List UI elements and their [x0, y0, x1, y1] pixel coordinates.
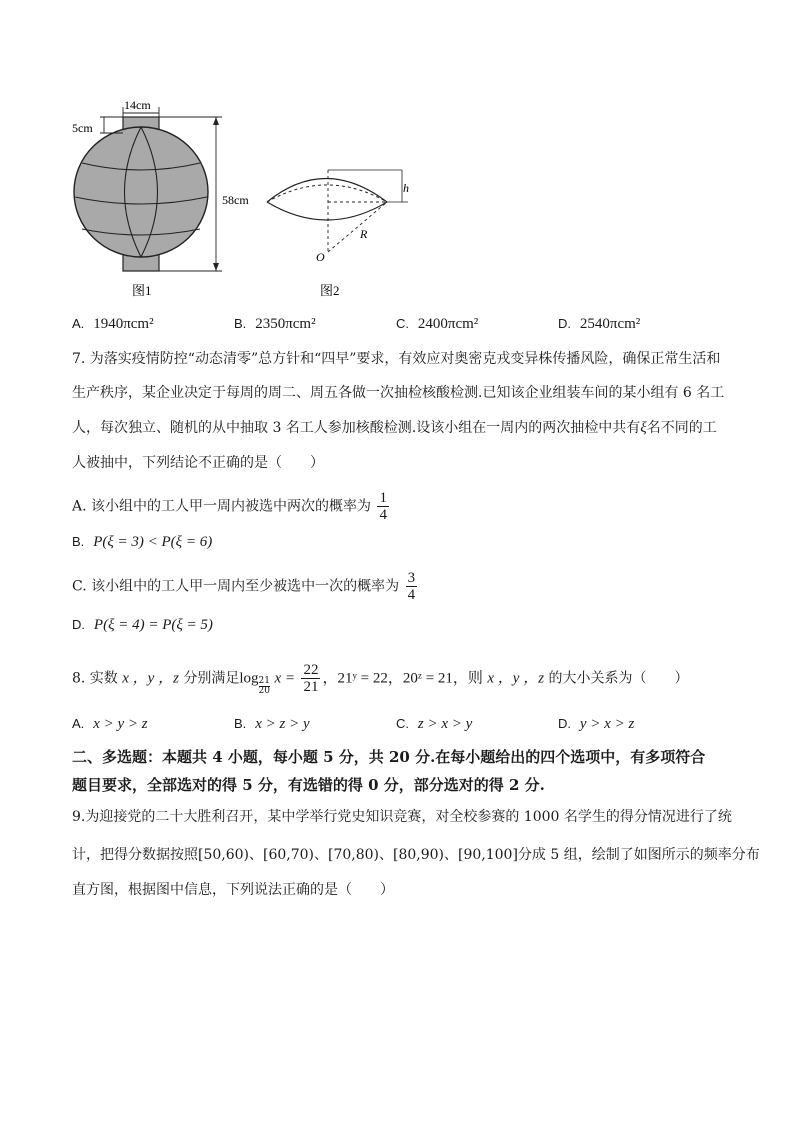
dim-top-label: 14cm [124, 98, 151, 112]
q9-stem-line-1: 9.为迎接党的二十大胜利召开，某中学举行党史知识竞赛，对全校参赛的 1000 名学生的得分情况进行了统 [72, 809, 732, 825]
q7-option-d[interactable]: D. P(ξ = 4) = P(ξ = 5) [72, 617, 213, 633]
q8-option-c[interactable]: C. z > x > y [396, 716, 473, 732]
label-h: h [403, 181, 409, 195]
section-2-heading-line-1: 二、多选题：本题共 4 小题，每小题 5 分，共 20 分.在每小题给出的四个选项中，有多项符合 [72, 748, 706, 766]
q6-option-b[interactable]: B. 2350πcm² [234, 316, 316, 332]
q6-option-a[interactable]: A. 1940πcm² [72, 316, 154, 332]
q7-option-a[interactable]: A. 该小组中的工人甲一周内被选中两次的概率为 $\frac{1}{4}$ [72, 490, 387, 523]
q6-option-d[interactable]: D. 2540πcm² [558, 316, 641, 332]
figure-1-caption: 图1 [132, 283, 152, 298]
q8-option-b[interactable]: B. x > z > y [234, 716, 310, 732]
figure-1-lantern [60, 95, 270, 305]
q7-option-c[interactable]: C. 该小组中的工人甲一周内至少被选中一次的概率为 $\frac{3}{4}$ [72, 570, 416, 603]
q8-option-a[interactable]: A. x > y > z [72, 716, 148, 732]
figure-2-spherical-cap [262, 160, 432, 305]
q9-stem-line-2: 计，把得分数据按照[50,60)、[60,70)、[70,80)、[80,90)、[90,100]分成 5 组，绘制了如图所示的频率分布 [72, 847, 760, 863]
label-R: R [360, 227, 368, 241]
q7-stem-line-1: 7. 为落实疫情防控“动态清零”总方针和“四早”要求，有效应对奥密克戎变异株传播风险，确保正常生活和 [72, 351, 721, 367]
q7-stem-line-2: 生产秩序，某企业决定于每周的周二、周五各做一次抽检核酸检测.已知该企业组装车间的某小组有 6 名工 [72, 385, 725, 401]
q8-stem: 8. 实数 x ，y ，z 分别满足log $\frac{21}{20}$ x = $\frac{22}{21}$ ，21ʸ = 22，20ᶻ = 21，则 x ，y ，z 的大小关系为（ ） [72, 662, 689, 696]
dim-height-label: 58cm [222, 193, 249, 207]
figure-2-caption: 图2 [320, 283, 340, 298]
dim-neck-label: 5cm [72, 121, 93, 135]
q7-option-b[interactable]: B. P(ξ = 3) < P(ξ = 6) [72, 534, 213, 550]
q8-option-d[interactable]: D. y > x > z [558, 716, 635, 732]
lantern-body [74, 127, 208, 257]
section-2-heading-line-2: 题目要求，全部选对的得 5 分，有选错的得 0 分，部分选对的得 2 分. [72, 776, 545, 794]
q6-option-c[interactable]: C. 2400πcm² [396, 316, 479, 332]
q7-stem-line-3: 人，每次独立、随机的从中抽取 3 名工人参加核酸检测.设该小组在一周内的两次抽检中共有ξ名不同的工 [72, 420, 717, 436]
q7-stem-line-4: 人被抽中，下列结论不正确的是（ ） [72, 455, 324, 471]
q9-stem-line-3: 直方图，根据图中信息，下列说法正确的是（ ） [72, 882, 394, 898]
label-O: O [316, 250, 325, 264]
